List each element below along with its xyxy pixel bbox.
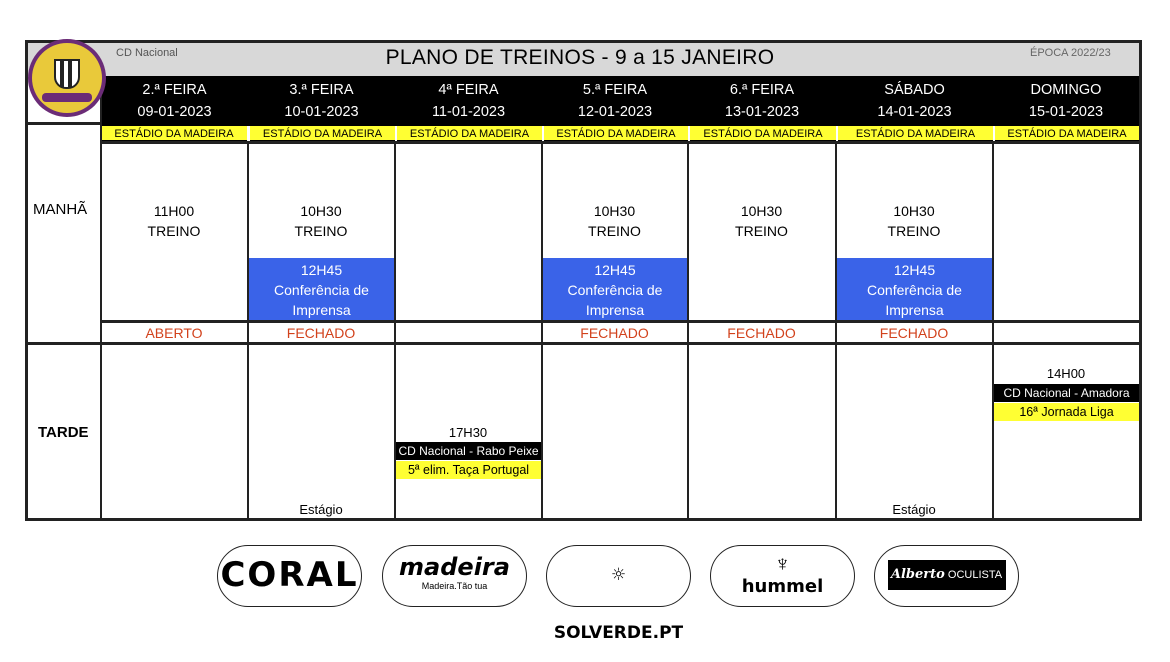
venue-label: ESTÁDIO DA MADEIRA — [250, 125, 395, 141]
day-header: 6.ª FEIRA 13-01-2023 — [688, 76, 836, 126]
status-label: FECHADO — [286, 325, 356, 341]
venue-label: ESTÁDIO DA MADEIRA — [101, 125, 247, 141]
sun-icon: ☼ — [610, 565, 627, 585]
season-label: ÉPOCA 2022/23 — [1030, 47, 1111, 59]
stage-note: Estágio — [892, 502, 936, 517]
status-label: FECHADO — [727, 325, 796, 341]
day-header: 2.ª FEIRA 09-01-2023 — [101, 76, 248, 126]
grid-line — [101, 141, 1141, 144]
page-title: PLANO DE TREINOS - 9 a 15 JANEIRO — [385, 46, 775, 69]
training-slot: 10H30 TREINO — [294, 203, 348, 239]
venue-label: ESTÁDIO DA MADEIRA — [544, 125, 688, 141]
sponsor-coral: CORAL — [217, 545, 362, 607]
club-logo-icon — [28, 39, 106, 117]
match-competition: 16ª Jornada Liga — [994, 403, 1139, 421]
day-header: 4ª FEIRA 11-01-2023 — [395, 76, 542, 126]
grid-line — [25, 122, 101, 125]
grid-line — [101, 320, 1141, 323]
status-label: ABERTO — [145, 325, 203, 341]
sponsor-hummel: ♆ hummel — [710, 545, 855, 607]
match-competition: 5ª elim. Taça Portugal — [396, 461, 541, 479]
match-teams: CD Nacional - Rabo Peixe — [396, 442, 541, 460]
training-slot: 10H30 TREINO — [588, 203, 641, 239]
period-morning: MANHÃ — [33, 201, 88, 218]
day-header: 3.ª FEIRA 10-01-2023 — [248, 76, 395, 126]
training-slot: 10H30 TREINO — [887, 203, 941, 239]
day-header: 5.ª FEIRA 12-01-2023 — [542, 76, 688, 126]
stage-note: Estágio — [299, 502, 343, 517]
training-slot: 10H30 TREINO — [735, 203, 788, 239]
sponsor-solverde: ☼ SOLVERDE.PT — [546, 545, 691, 607]
status-label: FECHADO — [879, 325, 949, 341]
match-time: 17H30 — [448, 425, 488, 440]
day-header: DOMINGO 15-01-2023 — [993, 76, 1139, 126]
bee-icon: ♆ — [774, 551, 791, 576]
venue-label: ESTÁDIO DA MADEIRA — [397, 125, 542, 141]
grid-line — [25, 342, 1142, 345]
press-conference: 12H45 Conferência de Imprensa — [543, 258, 687, 320]
sponsor-alberto: Alberto OCULISTA — [874, 545, 1019, 607]
day-header: SÁBADO 14-01-2023 — [836, 76, 993, 126]
club-name: CD Nacional — [116, 47, 178, 59]
press-conference: 12H45 Conferência de Imprensa — [837, 258, 992, 320]
sponsor-madeira: madeira Madeira.Tão tua — [382, 545, 527, 607]
match-teams: CD Nacional - Amadora — [994, 384, 1139, 402]
status-label: FECHADO — [580, 325, 649, 341]
press-conference: 12H45 Conferência de Imprensa — [249, 258, 394, 320]
grid-line — [992, 141, 994, 521]
training-slot: 11H00 TREINO — [147, 203, 201, 239]
venue-label: ESTÁDIO DA MADEIRA — [838, 125, 993, 141]
match-time: 14H00 — [1046, 366, 1086, 381]
venue-label: ESTÁDIO DA MADEIRA — [995, 125, 1139, 141]
venue-label: ESTÁDIO DA MADEIRA — [690, 125, 836, 141]
period-afternoon: TARDE — [38, 424, 89, 441]
